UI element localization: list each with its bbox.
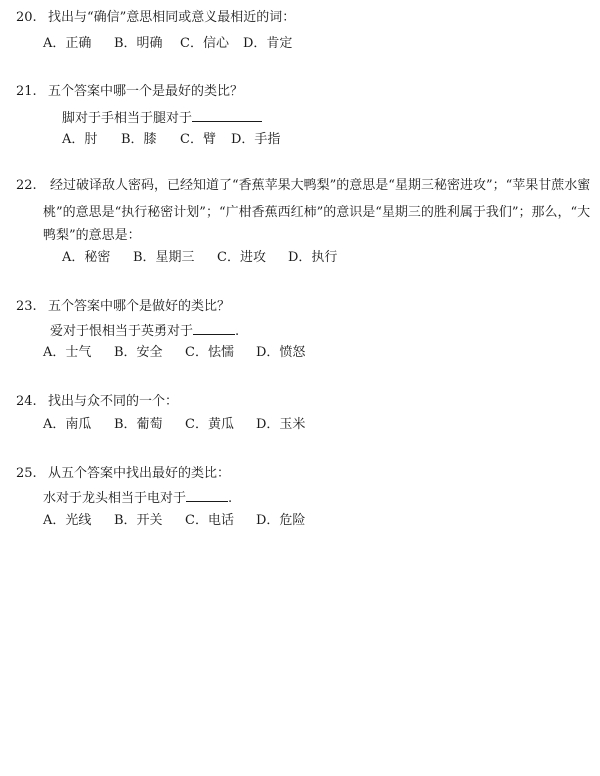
question-stem xyxy=(50,322,239,340)
stem-text: 爱对于恨相当于英勇对于 xyxy=(50,324,194,339)
option-b: B．明确 xyxy=(114,36,163,51)
stem-end: . xyxy=(228,491,233,506)
stem-end: . xyxy=(235,324,240,339)
option-a: A．南瓜 xyxy=(43,417,92,432)
option-a: A．光线 xyxy=(43,513,92,528)
stem-text: 脚对于手相当于腿对于 xyxy=(62,111,193,126)
stem-text: 水对于龙头相当于电对于 xyxy=(43,491,187,506)
option-b: B．星期三 xyxy=(133,250,195,265)
option-c: C．信心 xyxy=(180,36,229,51)
option-a: A．士气 xyxy=(43,345,92,360)
option-d: D．愤怒 xyxy=(256,345,306,360)
option-b: B．葡萄 xyxy=(114,417,163,432)
question-number: 23. xyxy=(16,299,37,314)
option-c: C．怯懦 xyxy=(185,345,234,360)
question-prompt: 从五个答案中找出最好的类比： xyxy=(48,466,231,481)
option-c: C．黄瓜 xyxy=(185,417,234,432)
answer-blank xyxy=(186,489,228,502)
question-prompt: 找出与“确信”意思相同或意义最相近的词： xyxy=(48,10,296,25)
option-a: A．秘密 xyxy=(62,250,111,265)
option-b: B．安全 xyxy=(114,345,163,360)
option-d: D．危险 xyxy=(256,513,306,528)
question-prompt-line-1: 经过破译敌人密码，已经知道了“香蕉苹果大鸭梨”的意思是“星期三秘密进攻”；“苹果甘蔗水蜜 xyxy=(50,178,590,193)
question-prompt: 五个答案中哪一个是最好的类比？ xyxy=(48,84,244,99)
option-b: B．开关 xyxy=(114,513,163,528)
option-b: B．膝 xyxy=(121,132,157,147)
question-number: 25. xyxy=(16,466,37,481)
option-a: A．正确 xyxy=(43,36,92,51)
question-prompt-line-2: 桃”的意思是“执行秘密计划”；“广柑香蕉西红柿”的意识是“星期三的胜利属于我们”；那么，“大 xyxy=(43,205,590,220)
question-stem xyxy=(43,489,232,507)
question-number: 24. xyxy=(16,394,37,409)
option-d: D．肯定 xyxy=(243,36,293,51)
question-stem xyxy=(62,109,262,127)
option-a: A．肘 xyxy=(62,132,98,147)
option-c: C．进攻 xyxy=(217,250,266,265)
option-c: C．电话 xyxy=(185,513,234,528)
answer-blank xyxy=(193,322,235,335)
question-prompt: 找出与众不同的一个： xyxy=(48,394,179,409)
question-number: 20. xyxy=(16,10,37,25)
question-prompt: 五个答案中哪个是做好的类比？ xyxy=(48,299,231,314)
question-prompt-line-3: 鸭梨”的意思是： xyxy=(43,228,141,243)
question-number: 22. xyxy=(16,178,37,193)
option-d: D．手指 xyxy=(231,132,281,147)
option-d: D．执行 xyxy=(288,250,338,265)
answer-blank xyxy=(192,109,262,122)
option-c: C．臂 xyxy=(180,132,216,147)
option-d: D．玉米 xyxy=(256,417,306,432)
question-number: 21. xyxy=(16,84,37,99)
